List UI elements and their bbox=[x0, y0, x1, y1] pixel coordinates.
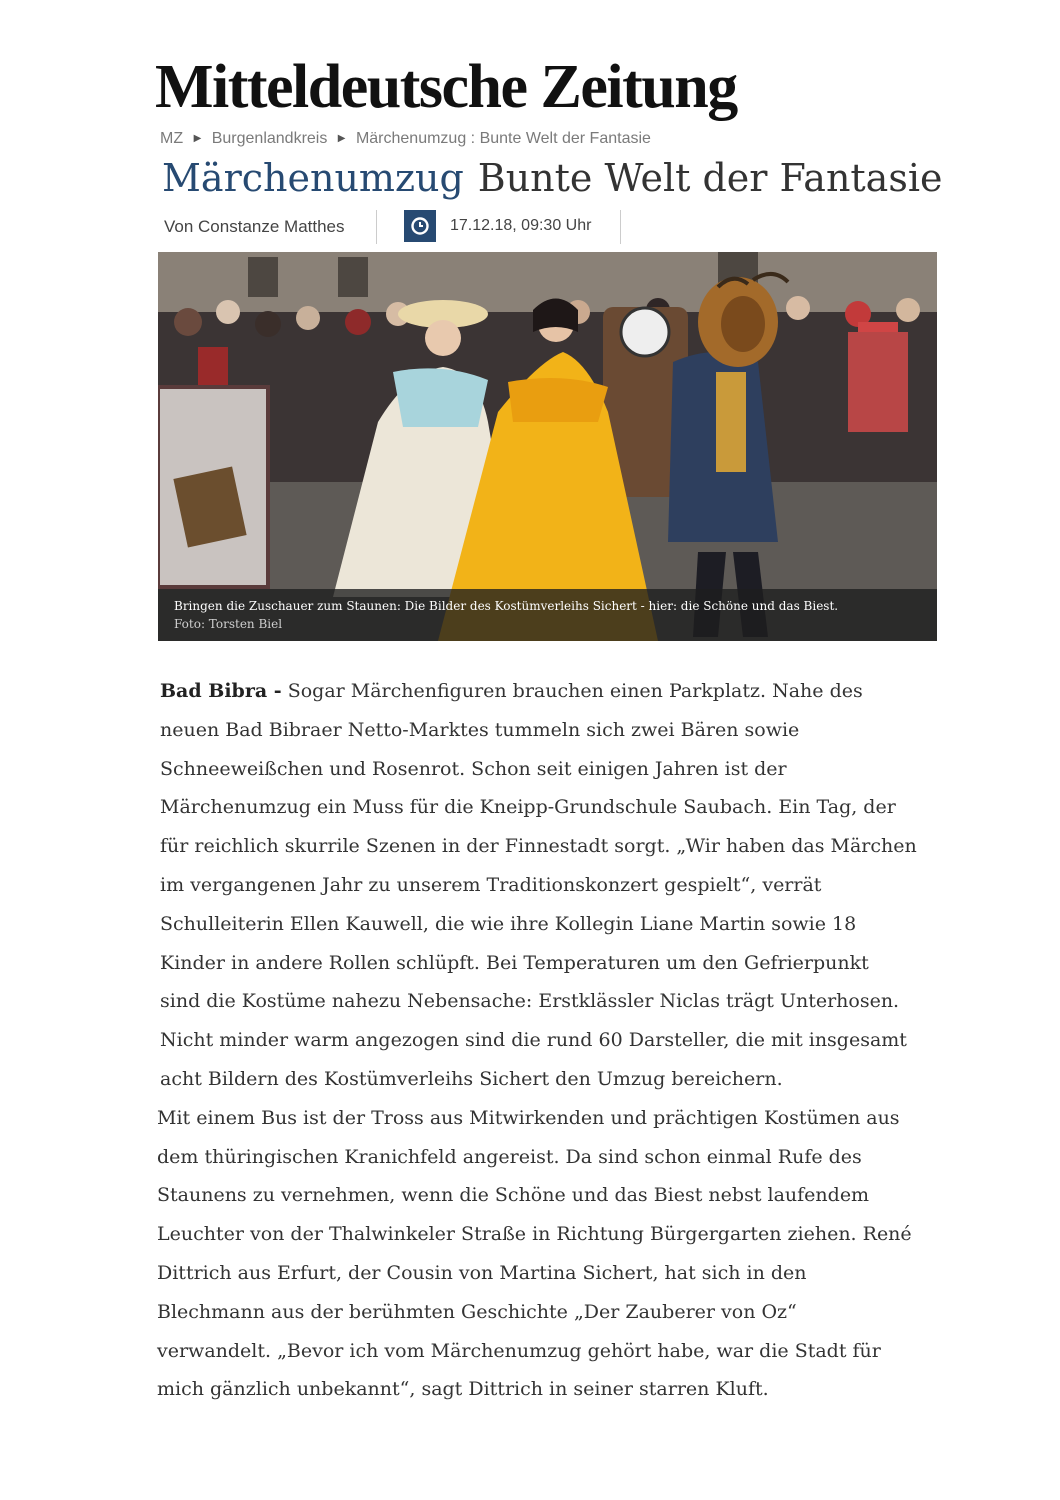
breadcrumb-item-current: Märchenumzug : Bunte Welt der Fantasie bbox=[355, 130, 651, 147]
photo-caption: Bringen die Zuschauer zum Staunen: Die Bilder des Kostümverleihs Sichert - hier: die Schöne und das Biest. bbox=[174, 599, 839, 613]
author-name[interactable]: Von Constanze Matthes bbox=[164, 217, 345, 236]
line: Märchenumzug ein Muss für die Kneipp-Grundschule Saubach. Ein Tag, der bbox=[160, 796, 896, 819]
parade-scene-image bbox=[158, 252, 937, 641]
line: mich gänzlich unbekannt“, sagt Dittrich in seiner starren Kluft. bbox=[157, 1378, 769, 1401]
byline bbox=[164, 210, 634, 244]
article-photo[interactable] bbox=[158, 252, 937, 641]
line: dem thüringischen Kranichfeld angereist. Da sind schon einmal Rufe des bbox=[157, 1145, 862, 1168]
line: verwandelt. „Bevor ich vom Märchenumzug gehört habe, war die Stadt für bbox=[157, 1339, 881, 1362]
headline-title: Bunte Welt der Fantasie bbox=[477, 156, 943, 200]
line: Leuchter von der Thalwinkeler Straße in Richtung Bürgergarten ziehen. René bbox=[157, 1223, 912, 1246]
article-body bbox=[157, 672, 940, 1409]
dateline: Bad Bibra - bbox=[160, 680, 282, 702]
line: Kinder in andere Rollen schlüpft. Bei Temperaturen um den Gefrierpunkt bbox=[160, 951, 869, 974]
line: Schneeweißchen und Rosenrot. Schon seit einigen Jahren ist der bbox=[160, 757, 787, 780]
chevron-right-icon: ▶ bbox=[193, 133, 202, 144]
photo-credit: Foto: Torsten Biel bbox=[174, 617, 283, 631]
line: Sogar Märchenfiguren brauchen einen Parkplatz. Nahe des bbox=[287, 680, 863, 702]
line: Nicht minder warm angezogen sind die rund 60 Darsteller, die mit insgesamt bbox=[160, 1029, 907, 1052]
article-paragraph-1 bbox=[160, 672, 940, 1099]
line: acht Bildern des Kostümverleihs Sichert den Umzug bereichern. bbox=[160, 1067, 783, 1090]
clock-icon bbox=[404, 210, 436, 242]
line: Blechmann aus der berühmten Geschichte „Der Zauberer von Oz“ bbox=[157, 1300, 797, 1323]
chevron-right-icon: ▶ bbox=[337, 133, 346, 144]
masthead-logo[interactable]: Mitteldeutsche Zeitung bbox=[155, 53, 737, 121]
breadcrumb-item-mz[interactable]: MZ bbox=[160, 130, 184, 147]
article-paragraph-2 bbox=[157, 1099, 940, 1409]
line: neuen Bad Bibraer Netto-Marktes tummeln sich zwei Bären sowie bbox=[160, 718, 800, 741]
line: Dittrich aus Erfurt, der Cousin von Martina Sichert, hat sich in den bbox=[157, 1261, 807, 1284]
line: sind die Kostüme nahezu Nebensache: Erstklässler Niclas trägt Unterhosen. bbox=[160, 990, 900, 1013]
breadcrumb-item-burgenlandkreis[interactable]: Burgenlandkreis bbox=[211, 130, 328, 147]
publish-date: 17.12.18, 09:30 Uhr bbox=[450, 217, 592, 234]
line: für reichlich skurrile Szenen in der Finnestadt sorgt. „Wir haben das Märchen bbox=[160, 835, 917, 858]
line: Schulleiterin Ellen Kauwell, die wie ihre Kollegin Liane Martin sowie 18 bbox=[160, 912, 857, 935]
line: Mit einem Bus ist der Tross aus Mitwirkenden und prächtigen Kostümen aus bbox=[157, 1106, 900, 1129]
line: Staunens zu vernehmen, wenn die Schöne und das Biest nebst laufendem bbox=[157, 1184, 870, 1207]
page-title bbox=[162, 156, 942, 200]
byline-divider bbox=[376, 210, 377, 244]
line: im vergangenen Jahr zu unserem Traditionskonzert gespielt“, verrät bbox=[160, 873, 822, 896]
byline-divider bbox=[620, 210, 621, 244]
headline-kicker: Märchenumzug bbox=[162, 156, 464, 200]
photo-caption-bar bbox=[158, 589, 937, 641]
breadcrumb bbox=[160, 130, 651, 148]
